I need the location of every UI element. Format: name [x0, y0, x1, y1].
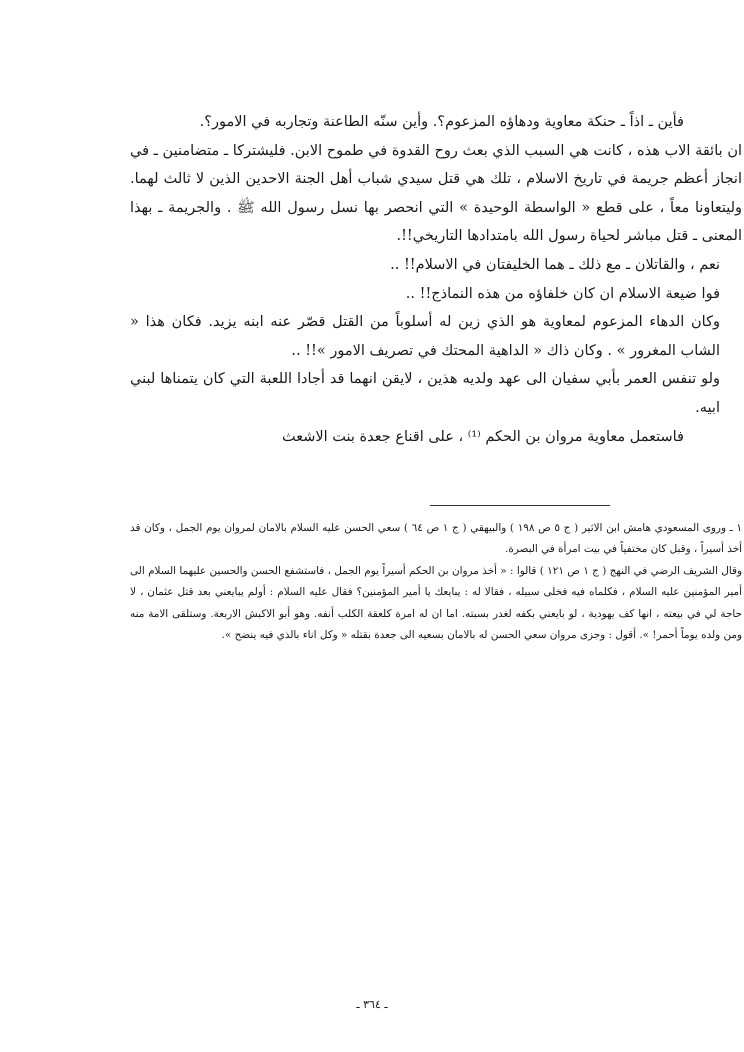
footnote-1-continued: وقال الشريف الرضي في النهج ( ج ١ ص ١٢١ ) قالوا : « أخذ مروان بن الحكم أسيراً يوم الجمل ، فاستشفع الحسن والحسين عليهما السلام الى أمير المؤمنين عليه السلام ، فكلماه فيه فخلى سبيله ، فقالا له : يبايعك يا أمير المؤمنين؟ فقال عليه السلام : أولم يبايعني بعد قتل عثمان ، لا حاجة لي في بيعته ، انها كف يهودية ، لو بايعني بكفه لغدر بسبته. اما ان له امرة كلعقة الكلب أنفه. وهو أبو الاكبش الاربعة. وستلقى الامة منه ومن ولده يوماً أحمر! ». أقول : وجزى مروان سعي الحسن له بالامان بسعيه الى جعدة بقتله « وكل اناء بالذي فيه ينضح ».: [130, 564, 743, 642]
paragraph-5: وكان الدهاء المزعوم لمعاوية هو الذي زين له أسلوباً من القتل قصّر عنه ابنه يزيد. فكان هذا « الشاب المغرور » . وكان ذاك « الداهية المحتك في تصريف الامور »!! ..: [130, 314, 720, 359]
footnote-separator: [430, 505, 610, 506]
paragraph-2: ان بائقة الاب هذه ، كانت هي السبب الذي بعث روح القدوة في طموح الابن. فليشتركا ـ متضامنين ـ في انجاز أعظم جريمة في تاريخ الاسلام ، تلك هي قتل سيدي شباب أهل الجنة الاحدين الذين لا ثالث لهما. وليتعاونا معاً ، على قطع « الواسطة الوحيدة » التي انحصر بها نسل رسول الله ﷺ . والجريمة ـ بهذا المعنى ـ قتل مباشر لحياة رسول الله بامتدادها التاريخي!!.: [130, 142, 742, 245]
main-text: [130, 108, 742, 451]
paragraph-7: فاستعمل معاوية مروان بن الحكم ⁽¹⁾ ، على اقناع جعدة بنت الاشعث: [282, 428, 684, 445]
footnotes: [130, 518, 742, 646]
paragraph-4: فوا ضيعة الاسلام ان كان خلفاؤه من هذه النماذج!! ..: [405, 285, 720, 302]
paragraph-1: فأين ـ اذاً ـ حنكة معاوية ودهاؤه المزعوم؟. وأين سنّه الطاعنة وتجاربه في الامور؟.: [199, 114, 684, 130]
paragraph-3: نعم ، والقاتلان ـ مع ذلك ـ هما الخليفتان في الاسلام!! ..: [390, 256, 720, 273]
footnote-1: ١ ـ وروى المسعودي هامش ابن الاثير ( ج ٥ ص ١٩٨ ) والبيهقي ( ج ١ ص ٦٤ ) سعي الحسن عليه السلام بالامان لمروان يوم الجمل ، وكان قد أخذ أسيراً ، وقبل كان مختفياً في بيت امرأة في البصرة.: [130, 522, 742, 556]
page-number: ـ ٣٦٤ ـ: [356, 998, 388, 1011]
paragraph-6: ولو تنفس العمر بأبي سفيان الى عهد ولديه هذين ، لايقن انهما قد أجادا اللعبة التي كان يتمناها لبني ابيه.: [130, 371, 720, 416]
